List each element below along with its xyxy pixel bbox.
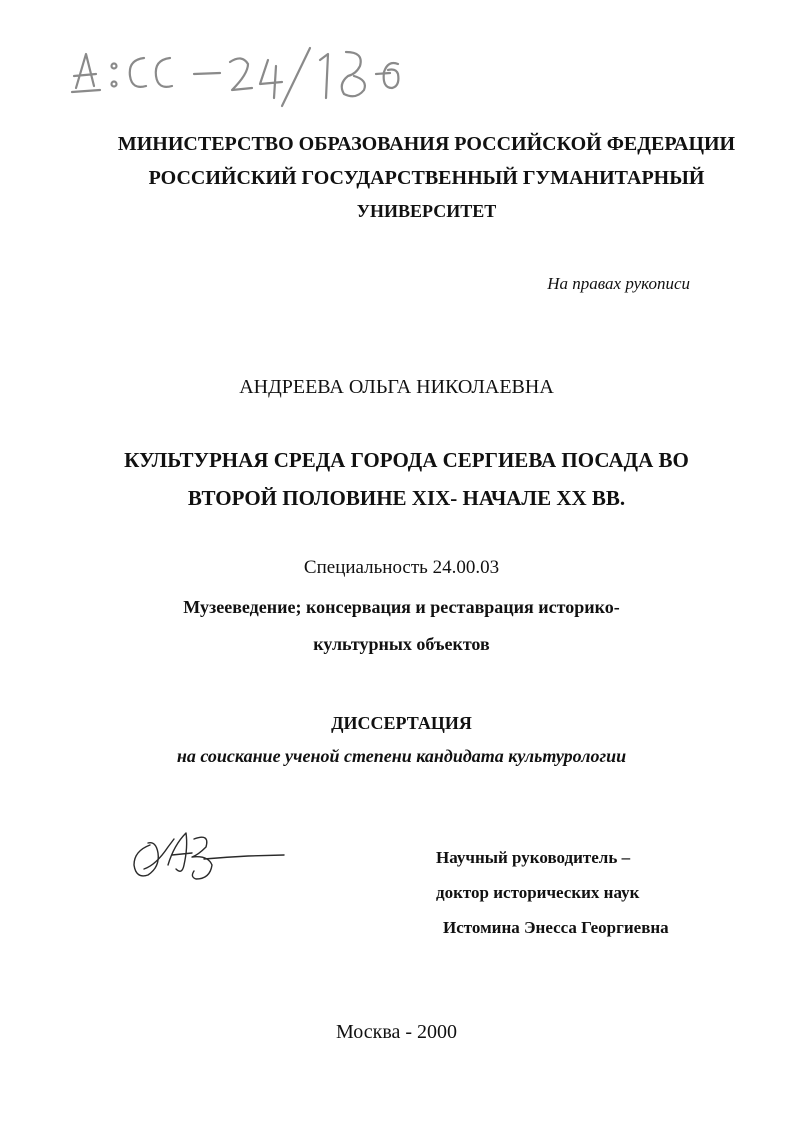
handwritten-archive-number: [70, 40, 400, 110]
ministry-line-1: МИНИСТЕРСТВО ОБРАЗОВАНИЯ РОССИЙСКОЙ ФЕДЕРАЦИИ: [117, 133, 736, 155]
specialty-name-line-2: культурных объектов: [313, 634, 490, 654]
ministry-line-3: УНИВЕРСИТЕТ: [356, 201, 497, 221]
specialty-number: Специальность 24.00.03: [303, 557, 500, 578]
specialty-name-line-1: Музееведение; консервация и реставрация историко-: [183, 597, 620, 617]
city-year: Москва - 2000: [335, 1021, 458, 1043]
dissertation-title-line-1: КУЛЬТУРНАЯ СРЕДА ГОРОДА СЕРГИЕВА ПОСАДА ВО: [124, 448, 689, 472]
author-name: АНДРЕЕВА ОЛЬГА НИКОЛАЕВНА: [239, 376, 554, 398]
supervisor-name: Истомина Энесса Георгиевна: [443, 918, 669, 937]
ministry-line-2: РОССИЙСКИЙ ГОСУДАРСТВЕННЫЙ ГУМАНИТАРНЫЙ: [148, 167, 705, 189]
dissertation-type: ДИССЕРТАЦИЯ: [331, 713, 472, 733]
dissertation-degree: на соискание ученой степени кандидата культурологии: [176, 746, 627, 766]
supervisor-role: Научный руководитель –: [436, 848, 631, 867]
author-signature: [128, 825, 288, 887]
dissertation-title-line-2: ВТОРОЙ ПОЛОВИНЕ XIX- НАЧАЛЕ XX ВВ.: [187, 486, 626, 510]
supervisor-block: [436, 846, 736, 951]
supervisor-degree: доктор исторических наук: [436, 883, 640, 902]
rights-note: На правах рукописи: [547, 274, 690, 293]
